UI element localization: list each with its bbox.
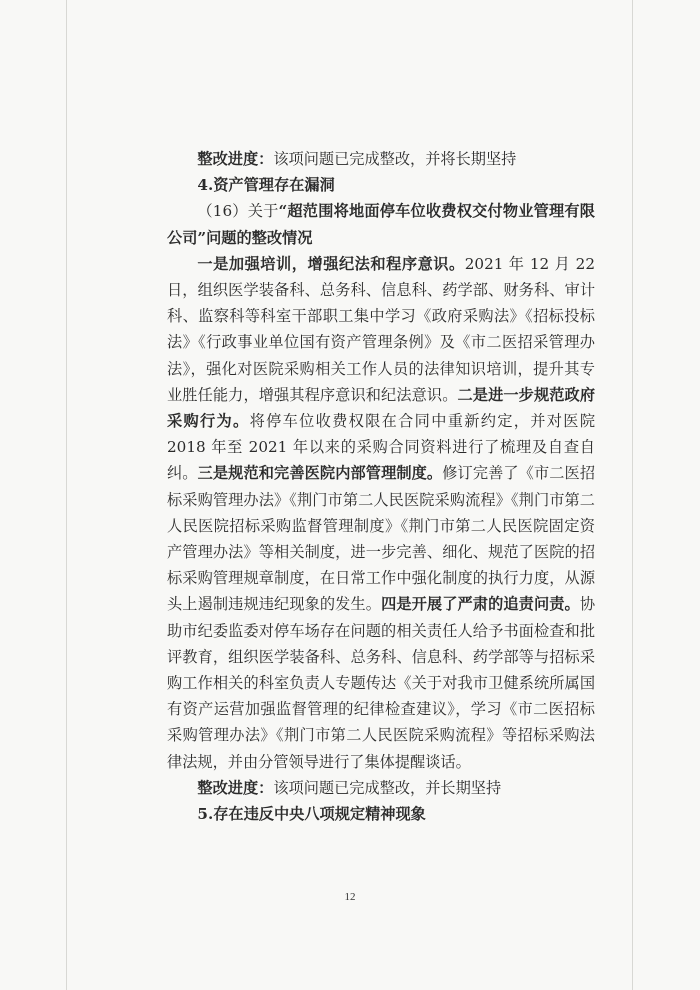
point-text-4: 协助市纪委监委对停车场存在问题的相关责任人给予书面检查和批评教育，组织医学装备科、总务科、信息科、药学部等与招标采购工作相关的科室负责人专题传达《关于对我市卫健系统所属国有资产运营加强监督管理的纪律检查建议》，学习《市二医招标采购管理办法》《荆门市第二人民医院采购流程》等招标采购法律法规，并由分管领导进行了集体提醒谈话。 — [167, 595, 596, 771]
lead-point-4: 四是开展了严肃的追责问责。 — [381, 595, 580, 614]
progress-line-1 — [167, 146, 595, 172]
scan-edge-right — [632, 0, 633, 990]
lead-point-2: 二是进一步规范政府采购行为。 — [167, 385, 596, 431]
item-16-heading — [167, 198, 595, 250]
progress-text-2: 该项问题已完成整改，并长期坚持 — [273, 778, 502, 797]
progress-text-1: 该项问题已完成整改，并将长期坚持 — [273, 150, 517, 168]
lead-point-1: 一是加强培训，增强纪法和程序意识。 — [197, 254, 465, 273]
scan-edge-left — [66, 0, 67, 990]
progress-label-2: 整改进度： — [197, 778, 274, 797]
section-5-heading: 5.存在违反中央八项规定精神现象 — [197, 805, 426, 824]
page-number: 12 — [344, 891, 356, 903]
document-body — [167, 146, 595, 827]
progress-label-1: 整改进度： — [197, 150, 274, 168]
point-text-3: 修订完善了《市二医招标采购管理办法》《荆门市第二人民医院采购流程》《荆门市第二人民医院招标采购监督管理制度》《荆门市第二人民医院固定资产管理办法》等相关制度，进一步完善、细化、规范了医院的招标采购管理规章制度，在日常工作中强化制度的执行力度，从源头上遏制违规违纪现象的发生。 — [167, 464, 596, 614]
main-paragraph — [167, 251, 595, 775]
item-16-prefix: （16）关于 — [197, 202, 279, 221]
lead-point-3: 三是规范和完善医院内部管理制度。 — [197, 464, 443, 483]
section-4-heading: 4.资产管理存在漏洞 — [197, 176, 335, 195]
progress-line-2 — [167, 775, 595, 801]
point-text-2: 将停车位收费权限在合同中重新约定，并对医院 2018 年至 2021 年以来的采购合同资料进行了梳理及自查自纠。 — [167, 412, 595, 483]
point-text-1: 2021 年 12 月 22 日，组织医学装备科、总务科、信息科、药学部、财务科、审计科、监察科等科室干部职工集中学习《政府采购法》《招标投标法》《行政事业单位国有资产管理条例》及《市二医招采管理办法》，强化对医院采购相关工作人员的法律知识培训，提升其专业胜任能力，增强其程序意识和纪法意识。 — [167, 254, 595, 404]
item-16-title: “超范围将地面停车位收费权交付物业管理有限公司”问题的整改情况 — [167, 202, 595, 247]
